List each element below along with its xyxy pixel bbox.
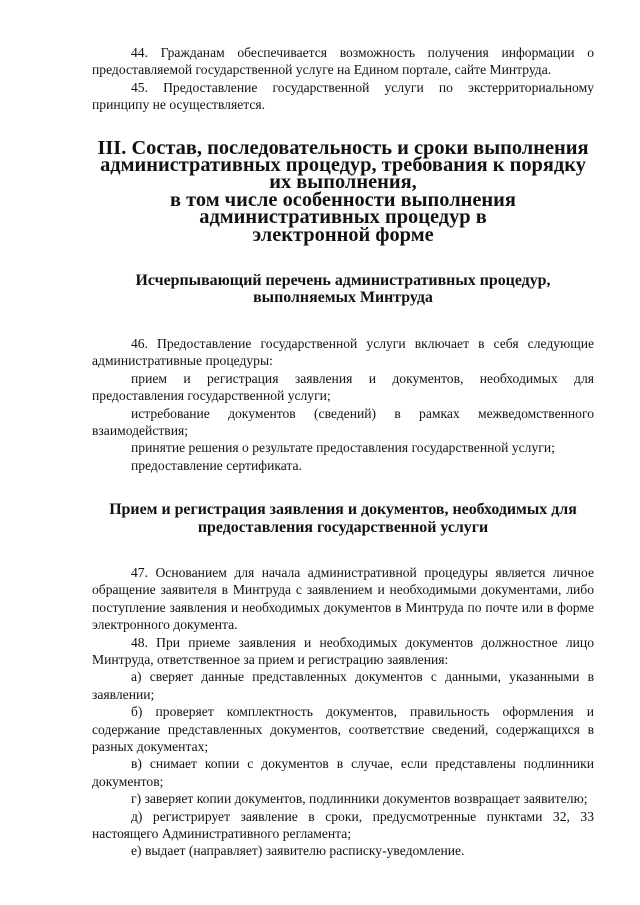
procedure-item: истребование документов (сведений) в рамках межведомственного взаимодействия; [92, 405, 594, 438]
procedures-list-block [92, 335, 594, 474]
intro-block [92, 44, 594, 114]
document-page [92, 44, 594, 860]
section-3-heading [92, 136, 594, 246]
paragraph-47: 47. Основанием для начала административной процедуры является личное обращение заявителя в Минтруда с заявлением и необходимыми документами, либо поступление заявления и необходимых документов в Минтруда по почте или в форме электронного документа. [92, 564, 594, 633]
heading-line: административных процедур, требования к порядку их выполнения, [100, 154, 586, 194]
list-item-e: е) выдает (направляет) заявителю расписку-уведомление. [131, 843, 465, 859]
procedure-item: предоставление сертификата. [131, 457, 302, 473]
procedure-item: прием и регистрация заявления и документов, необходимых для предоставления государственной услуги; [92, 370, 594, 404]
paragraph-48: 48. При приеме заявления и необходимых документов должностное лицо Минтруда, ответственное за прием и регистрацию заявления: [92, 634, 594, 667]
heading-line: Прием и регистрация заявления и документов, необходимых для [109, 501, 577, 519]
list-item-g: г) заверяет копии документов, подлинники документов возвращает заявителю; [131, 791, 588, 807]
list-item-b: б) проверяет комплектность документов, правильность оформления и содержание представленных документов, соответствие сведений, содержащихся в разных документах; [92, 704, 594, 754]
subsection-procedures-list-heading [92, 272, 594, 307]
list-item-a: а) сверяет данные представленных документов с данными, указанными в заявлении; [92, 669, 594, 702]
reception-block [92, 564, 594, 860]
procedure-item: принятие решения о результате предоставления государственной услуги; [131, 440, 555, 456]
heading-line: выполняемых Минтруда [253, 289, 433, 307]
heading-line: электронной форме [252, 223, 434, 246]
paragraph-45: 45. Предоставление государственной услуги по экстерриториальному принципу не осуществляется. [92, 79, 594, 113]
subsection-reception-heading [92, 501, 594, 536]
heading-line: в том числе особенности выполнения административных процедур в [170, 188, 516, 229]
heading-line: III. Состав, последовательность и сроки выполнения [97, 136, 589, 159]
list-item-v: в) снимает копии с документов в случае, если представлены подлинники документов; [92, 756, 594, 789]
paragraph-46: 46. Предоставление государственной услуги включает в себя следующие административные процедуры: [92, 335, 594, 369]
list-item-d: д) регистрирует заявление в сроки, предусмотренные пунктами 32, 33 настоящего Административного регламента; [92, 808, 594, 842]
heading-line: Исчерпывающий перечень административных процедур, [135, 272, 551, 290]
heading-line: предоставления государственной услуги [197, 518, 489, 536]
paragraph-44: 44. Гражданам обеспечивается возможность получения информации о предоставляемой государственной услуге на Едином портале, сайте Минтруда. [92, 45, 594, 78]
